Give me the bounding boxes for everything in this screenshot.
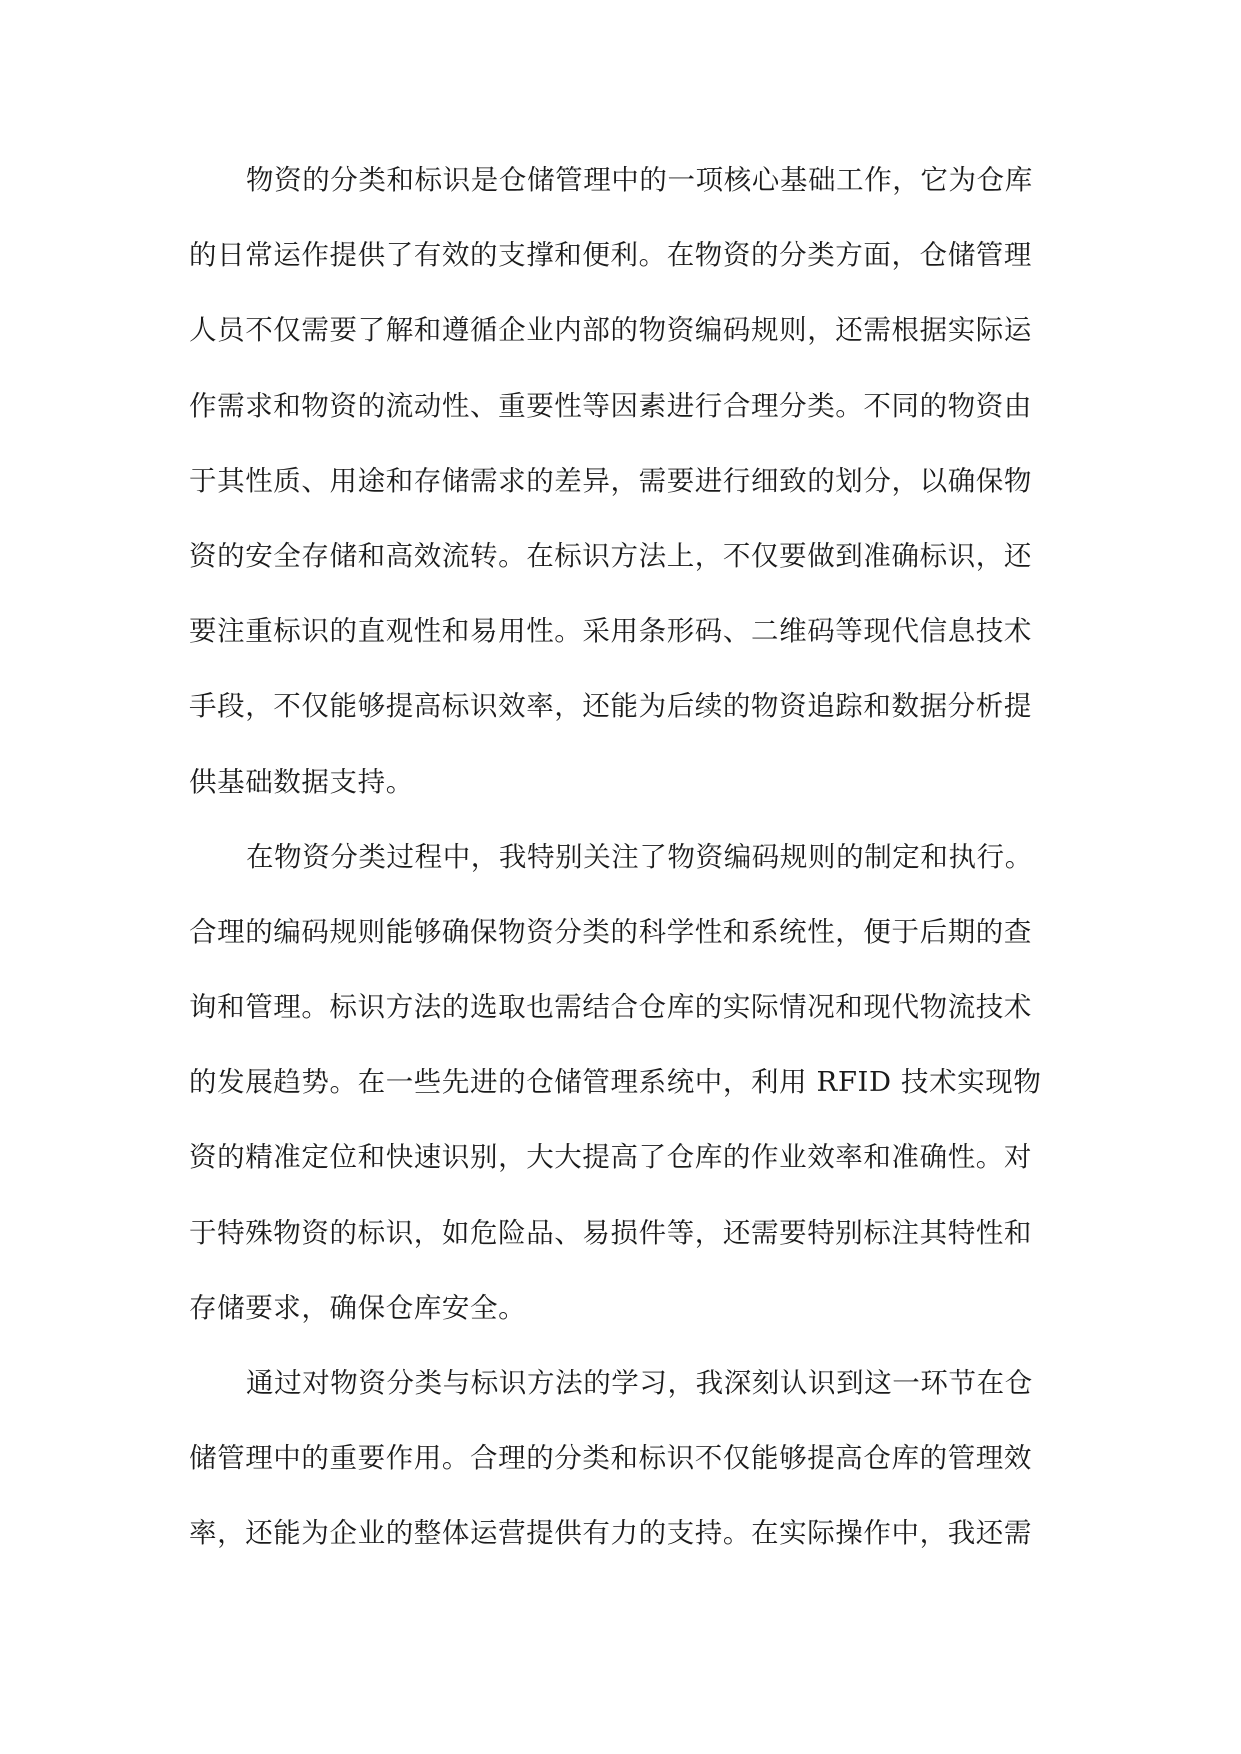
text-line: 率，还能为企业的整体运营提供有力的支持。在实际操作中，我还需 (189, 1517, 1032, 1550)
text-line: 的发展趋势。在一些先进的仓储管理系统中，利用 RFID 技术实现物 (189, 1066, 1042, 1099)
text-line: 的日常运作提供了有效的支撑和便利。在物资的分类方面，仓储管理 (189, 239, 1032, 272)
text-line: 于其性质、用途和存储需求的差异，需要进行细致的划分，以确保物 (189, 464, 1032, 497)
text-line: 资的精准定位和快速识别，大大提高了仓库的作业效率和准确性。对 (189, 1141, 1032, 1174)
text-line: 询和管理。标识方法的选取也需结合仓库的实际情况和现代物流技术 (189, 991, 1032, 1024)
text-line: 合理的编码规则能够确保物资分类的科学性和系统性，便于后期的查 (189, 915, 1032, 948)
paragraph-1 (189, 143, 1049, 820)
text-line: 在物资分类过程中，我特别关注了物资编码规则的制定和执行。 (246, 840, 1033, 873)
paragraph-3 (189, 1346, 1049, 1572)
text-line: 物资的分类和标识是仓储管理中的一项核心基础工作，它为仓库 (246, 164, 1033, 196)
text-line: 人员不仅需要了解和遵循企业内部的物资编码规则，还需根据实际运 (189, 314, 1032, 347)
document-body (189, 143, 1049, 1572)
text-line: 手段，不仅能够提高标识效率，还能为后续的物资追踪和数据分析提 (189, 690, 1032, 723)
text-line: 存储要求，确保仓库安全。 (189, 1291, 527, 1324)
text-line: 于特殊物资的标识，如危险品、易损件等，还需要特别标注其特性和 (189, 1216, 1032, 1249)
text-line: 作需求和物资的流动性、重要性等因素进行合理分类。不同的物资由 (189, 389, 1032, 422)
paragraph-2 (189, 820, 1049, 1346)
text-line: 通过对物资分类与标识方法的学习，我深刻认识到这一环节在仓 (246, 1367, 1033, 1399)
text-line: 供基础数据支持。 (189, 765, 414, 798)
text-line: 资的安全存储和高效流转。在标识方法上，不仅要做到准确标识，还 (189, 539, 1032, 572)
text-line: 储管理中的重要作用。合理的分类和标识不仅能够提高仓库的管理效 (189, 1442, 1032, 1475)
text-line: 要注重标识的直观性和易用性。采用条形码、二维码等现代信息技术 (189, 615, 1032, 648)
